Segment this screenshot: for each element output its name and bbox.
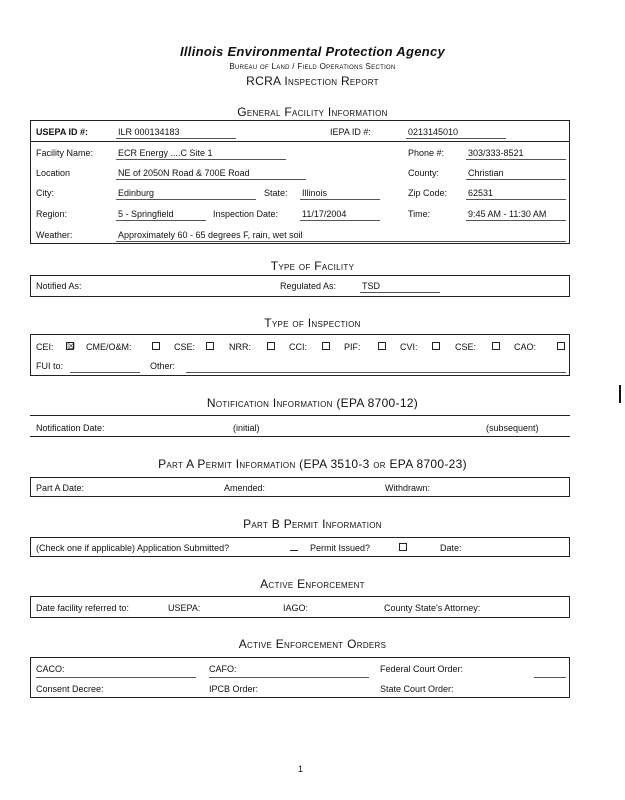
facility-type-heading: Type of Facility (270, 259, 355, 273)
enforcement-heading: Active Enforcement (260, 577, 365, 591)
insp-label-cse: CSE: (174, 342, 196, 352)
part-b-issued-label: Permit Issued? (310, 543, 371, 553)
county-value: Christian (468, 168, 504, 178)
checkbox-cse2[interactable] (492, 342, 500, 350)
notification-subsequent: (subsequent) (486, 423, 539, 433)
referred-label: Date facility referred to: (36, 603, 130, 613)
time-value: 9:45 AM - 11:30 AM (468, 209, 547, 219)
insp-label-cse2: CSE: (455, 342, 477, 352)
weather-value: Approximately 60 - 65 degrees F, rain, wet soil (118, 230, 303, 240)
checkbox-permit-issued[interactable] (399, 543, 407, 551)
part-a-amended-label: Amended: (224, 483, 266, 493)
other-label: Other: (150, 361, 176, 371)
usepa-value: ILR 000134183 (118, 127, 180, 137)
insp-label-cci: CCI: (289, 342, 307, 352)
usepa-label: USEPA ID #: (36, 127, 89, 137)
insp-label-cvi: CVI: (400, 342, 418, 352)
weather-label: Weather: (36, 230, 73, 240)
insp-label-pif: PIF: (344, 342, 361, 352)
city-label: City: (36, 188, 54, 198)
checkbox-cci[interactable] (322, 342, 330, 350)
notification-date-label: Notification Date: (36, 423, 105, 433)
zip-label: Zip Code: (408, 188, 448, 198)
insp-label-cme: CME/O&M: (86, 342, 132, 352)
enforcement-county-label: County State's Attorney: (384, 603, 481, 613)
orders-heading: Active Enforcement Orders (238, 637, 387, 651)
regulated-label: Regulated As: (280, 281, 337, 291)
general-heading: General Facility Information (237, 105, 388, 119)
county-label: County: (408, 168, 440, 178)
part-a-withdrawn-label: Withdrawn: (385, 483, 431, 493)
checkbox-cao[interactable] (557, 342, 565, 350)
inspdate-value: 11/17/2004 (302, 209, 347, 219)
fui-label: FUI to: (36, 361, 64, 371)
enforcement-usepa-label: USEPA: (168, 603, 201, 613)
part-a-date-label: Part A Date: (36, 483, 85, 493)
iepa-value: 0213145010 (408, 127, 459, 137)
agency-title: Illinois Environmental Protection Agency (179, 44, 446, 59)
part-a-box (30, 477, 570, 497)
page-number: 1 (298, 764, 304, 774)
insp-label-nrr: NRR: (229, 342, 251, 352)
checkbox-cei[interactable]: ☒ (67, 341, 76, 351)
zip-value: 62531 (468, 188, 494, 198)
insp-label-cei: CEI: (36, 342, 54, 352)
part-b-date-label: Date: (440, 543, 462, 553)
region-value: 5 - Springfield (118, 209, 174, 219)
location-value: NE of 2050N Road & 700E Road (118, 168, 250, 178)
location-label: Location (36, 168, 71, 178)
bureau-subtitle: Bureau of Land / Field Operations Section (229, 62, 396, 71)
part-b-application-label: (Check one if applicable) Application Submitted? (36, 543, 230, 553)
city-value: Edinburg (118, 188, 155, 198)
state-order-label: State Court Order: (380, 684, 454, 694)
notified-label: Notified As: (36, 281, 82, 291)
part-a-heading: Part A Permit Information (EPA 3510-3 or EPA 8700-23) (158, 457, 467, 471)
state-label: State: (264, 188, 288, 198)
iepa-label: IEPA ID #: (330, 127, 371, 137)
checkbox-nrr[interactable] (267, 342, 275, 350)
inspdate-label: Inspection Date: (213, 209, 279, 219)
state-value: Illinois (302, 188, 328, 198)
facility-value: ECR Energy ....C Site 1 (118, 148, 213, 158)
checkbox-cme[interactable] (152, 342, 160, 350)
insp-label-cao: CAO: (514, 342, 537, 352)
time-label: Time: (408, 209, 431, 219)
inspection-type-heading: Type of Inspection (264, 316, 361, 330)
ipcb-label: IPCB Order: (209, 684, 259, 694)
scan-mark (619, 385, 621, 403)
phone-value: 303/333-8521 (468, 148, 524, 158)
regulated-value: TSD (362, 281, 380, 291)
checkbox-pif[interactable] (378, 342, 386, 350)
caco-label: CACO: (36, 664, 65, 674)
checkbox-cse[interactable] (206, 342, 214, 350)
report-title: RCRA Inspection Report (246, 74, 379, 88)
inspection-type-box (30, 334, 570, 376)
region-label: Region: (36, 209, 68, 219)
phone-label: Phone #: (408, 148, 445, 158)
consent-label: Consent Decree: (36, 684, 104, 694)
enforcement-iago-label: IAGO: (283, 603, 309, 613)
notification-heading: Notification Information (EPA 8700-12) (206, 396, 419, 410)
cafo-label: CAFO: (209, 664, 237, 674)
part-b-heading: Part B Permit Information (243, 517, 382, 531)
federal-label: Federal Court Order: (380, 664, 464, 674)
notification-initial: (initial) (233, 423, 260, 433)
facility-label: Facility Name: (36, 148, 94, 158)
checkbox-application-submitted[interactable] (290, 543, 298, 551)
checkbox-cvi[interactable] (432, 342, 440, 350)
